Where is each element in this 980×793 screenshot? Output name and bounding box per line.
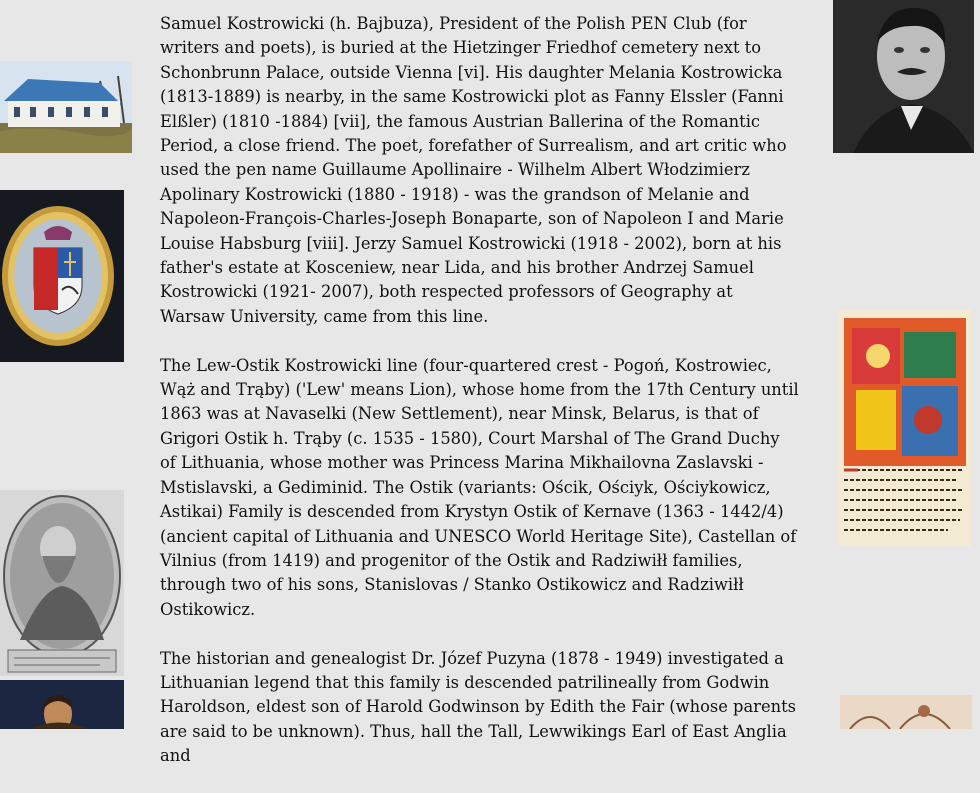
nobleman-portrait xyxy=(0,680,124,729)
manor-house-photo xyxy=(0,61,132,153)
paragraph-puzyna-legend: The historian and genealogist Dr. Józef Puzyna (1878 - 1949) investigated a Lithuanian legend that this family is descended patrilineally from Godwin Haroldson, eldest son of Harold Godwinson by Edith the Fair (whose parents are said to be unknown). Thus, hall the Tall, Lewwikings Earl of East Anglia and xyxy=(160,648,796,766)
article-body xyxy=(160,12,800,793)
paragraph-lew-ostik-line: The Lew-Ostik Kostrowicki line (four-quartered crest - Pogoń, Kostrowiec, Wąż and Trąby) ('Lew' means Lion), whose home from the 17th Century until 1863 was at Navaselki (New Settlement), near Minsk, Belarus, is that of Grigori Ostik h. Trąby (c. 1535 - 1580), Court Marshal of The Grand Duchy of Lithuania, whose mother was Princess Marina Mikhailovna Zaslavski - Mstislavski, a Gediminid. The Ostik (variants: Ościk, Ościyk, Ościykowicz, Astikai) Family is descended from Krystyn Ostik of Kernave (1363 - 1442/4) (ancient capital of Lithuania and UNESCO World Heritage Site), Castellan of Vilnius (from 1419) and progenitor of the Ostik and Radziwiłł families, through two of his sons, Stanislovas / Stanko Ostikowicz and Radziwiłł Ostikowicz. xyxy=(160,355,799,619)
bearded-nobleman-engraving xyxy=(0,490,124,676)
sepia-illustration xyxy=(840,695,972,729)
paragraph-kostrowicki-bajbuza: Samuel Kostrowicki (h. Bajbuza), President of the Polish PEN Club (for writers and poets), is buried at the Hietzinger Friedhof cemetery next to Schonbrunn Palace, outside Vienna [vi]. His daughter Melania Kostrowicka (1813-1889) is nearby, in the same Kostrowicki plot as Fanny Elssler (Fanni Elßler) (1810 -1884) [vii], the famous Austrian Ballerina of the Romantic Period, a close friend. The poet, forefather of Surrealism, and art critic who used the pen name Guillaume Apollinaire - Wilhelm Albert Włodzimierz Apolinary Kostrowicki (1880 - 1918) - was the grandson of Melanie and Napoleon-François-Charles-Joseph Bonaparte, son of Napoleon I and Marie Louise Habsburg [viii]. Jerzy Samuel Kostrowicki (1918 - 2002), born at his father's estate at Kosceniew, near Lida, and his brother Andrzej Samuel Kostrowicki (1921- 2007), both respected professors of Geography at Warsaw University, came from this line. xyxy=(160,14,787,326)
coat-of-arms-medallion xyxy=(0,190,124,362)
mustached-man-portrait xyxy=(833,0,974,153)
illuminated-manuscript xyxy=(838,310,971,546)
